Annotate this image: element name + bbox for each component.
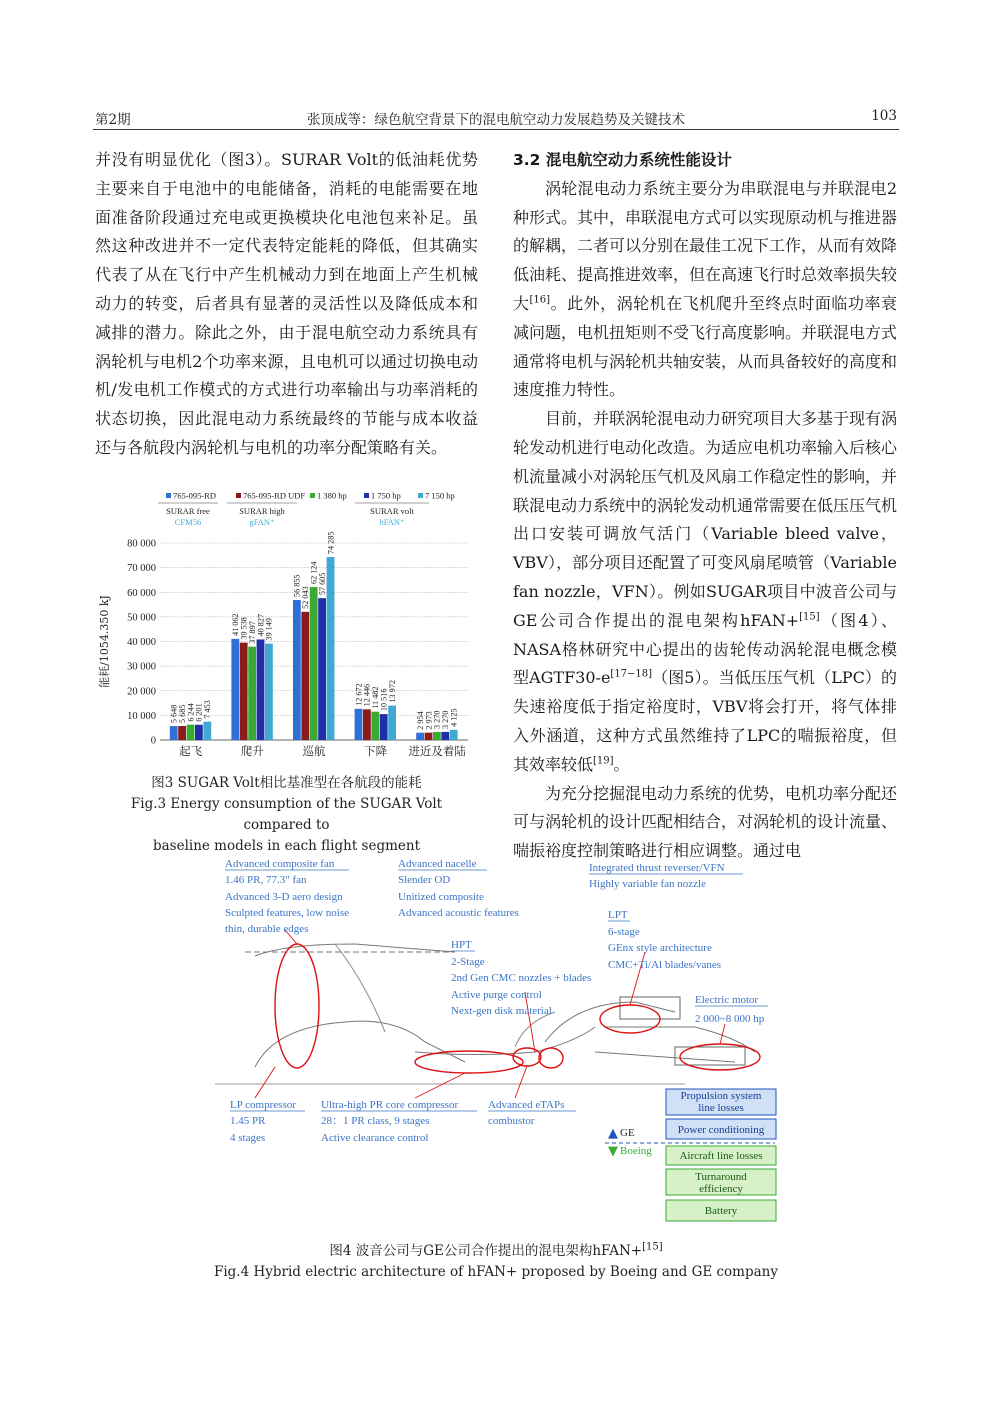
bar (301, 612, 309, 740)
legend-swatch (310, 493, 315, 498)
figure4-caption-en: Fig.4 Hybrid electric architecture of hFAN+ proposed by Boeing and GE company (213, 1264, 778, 1280)
figure3-caption-en-1: Fig.3 Energy consumption of the SUGAR Volt compared to (130, 796, 443, 833)
bar-value-label: 39 149 (264, 618, 274, 641)
bar-value-label: 12 446 (362, 683, 372, 707)
legend-swatch (364, 493, 369, 498)
fan-ellipse (275, 944, 319, 1068)
bar (450, 730, 458, 740)
lpc-title: LP compressor (230, 1099, 296, 1111)
legend-swatch (418, 493, 423, 498)
hpc-label-group (321, 1099, 477, 1144)
bar (318, 598, 326, 740)
hpt-label-group (451, 939, 591, 1017)
bar-value-label: 6 201 (194, 703, 204, 722)
reverser-label-group (589, 862, 743, 890)
svg-text:Active purge control: Active purge control (451, 989, 542, 1001)
bar-value-label: 5 648 (169, 704, 179, 724)
svg-text:Sculpted features, low noise: Sculpted features, low noise (225, 907, 350, 919)
bar-value-label: 4 125 (449, 708, 459, 727)
figure4-caption-cn: 图4 波音公司与GE公司合作提出的混电架构hFAN+[15] (329, 1241, 663, 1259)
x-tick-label: 巡航 (302, 744, 326, 758)
lpc-label-group (230, 1099, 305, 1144)
bar (265, 644, 273, 740)
bar (433, 732, 441, 740)
box-propulsion-line2: line losses (698, 1102, 744, 1114)
svg-text:1.45 PR: 1.45 PR (230, 1115, 266, 1127)
svg-text:Highly variable fan nozzle: Highly variable fan nozzle (589, 878, 706, 890)
svg-text:28：1 PR class, 9 stages: 28：1 PR class, 9 stages (321, 1115, 430, 1127)
bar-value-label: 41 062 (231, 613, 241, 636)
x-tick-label: 进近及着陆 (408, 744, 466, 758)
hfan-architecture-diagram (215, 852, 780, 1232)
bar-value-label: 10 516 (379, 688, 389, 712)
bar-value-label: 40 827 (256, 613, 266, 637)
bar-value-label: 13 972 (387, 680, 397, 703)
box-battery: Battery (704, 1205, 738, 1217)
bar-value-label: 11 482 (371, 686, 381, 709)
journal-issue: 第2期 (95, 112, 131, 128)
legend-group-label: SURAR high (239, 506, 285, 516)
svg-text:thin, durable edges: thin, durable edges (225, 923, 309, 935)
bar (355, 709, 363, 740)
figure3-caption (95, 773, 478, 857)
legend-group-engine: CFM56 (174, 517, 202, 527)
y-tick-label: 40 000 (127, 637, 156, 648)
bar (327, 557, 335, 740)
svg-text:Slender OD: Slender OD (398, 874, 451, 886)
box-power-conditioning: Power conditioning (677, 1124, 765, 1136)
right-paragraph-2: 目前，并联涡轮混电动力研究项目大多基于现有涡轮发动机进行电动化改造。为适应电机功率输入后核心机流量减小对涡轮压气机及风扇工作稳定性的影响，并联混电动力系统中的涡轮发动机通常需要在低压压气机出口安装可调放气活门（Variable bleed valve，VBV），部分项目还配置了可变风扇尾喷管（Variable fan nozzle，VFN）。例如SUGAR项目中波音公司与GE公司合作提出的混电架构hFAN+[15]（图4）、NASA格林研究中心提出的齿轮传动涡轮混电概念模型AGTF30-e[17−18]（图5）。当低压压气机（LPC）的失速裕度低于指定裕度时，VBV将会打开，将气体排入外涵道，这种方式虽然维持了LPC的喘振裕度，但其效率较低[19]。 (513, 409, 898, 774)
figure3-caption-cn: 图3 SUGAR Volt相比基准型在各航段的能耗 (151, 775, 422, 791)
hpt-ellipse (539, 1048, 563, 1068)
bar (310, 587, 318, 740)
bar (363, 709, 371, 740)
up-arrow-icon: ▲ (608, 1126, 618, 1141)
bar (380, 714, 388, 740)
svg-text:2nd Gen CMC nozzles + blades: 2nd Gen CMC nozzles + blades (451, 972, 592, 984)
fan-title: Advanced composite fan (225, 858, 335, 870)
bar (388, 706, 396, 740)
loss-boxes (666, 1089, 776, 1221)
legend-group-label: SURAR volt (370, 506, 414, 516)
bar (231, 639, 239, 740)
hpc-title: Ultra-high PR core compressor (321, 1099, 459, 1111)
bar (293, 600, 301, 740)
bar (170, 726, 178, 740)
right-paragraph-3: 为充分挖掘混电动力系统的优势，电机功率分配还可与涡轮机的设计匹配相结合，对涡轮机的设计流量、喘振裕度控制策略进行相应调整。通过电 (513, 783, 898, 861)
citation: [15] (799, 611, 820, 623)
citation: [17−18] (610, 669, 653, 681)
citation: [16] (529, 294, 551, 306)
reverser-title: Integrated thrust reverser/VFN (589, 862, 725, 874)
y-tick-label: 60 000 (127, 587, 156, 599)
bar (195, 725, 203, 740)
section-heading: 3.2 混电航空动力系统性能设计 (513, 151, 732, 169)
bar-value-label: 52 043 (301, 586, 311, 609)
x-tick-label: 下降 (364, 744, 388, 758)
combustor-title: Advanced eTAPs (488, 1099, 565, 1111)
bar-value-label: 12 672 (354, 683, 364, 706)
bar (416, 733, 424, 740)
svg-text:2 000~8 000 hp: 2 000~8 000 hp (695, 1013, 765, 1025)
energy-bar-chart (96, 485, 476, 765)
page-number: 103 (871, 108, 897, 124)
svg-text:Advanced 3-D aero design: Advanced 3-D aero design (225, 891, 343, 903)
legend-group-engine: hFAN⁺ (379, 517, 405, 527)
legend-entry: 1 750 hp (371, 490, 401, 501)
svg-text:CMC+Ti/Al blades/vanes: CMC+Ti/Al blades/vanes (608, 959, 722, 971)
figure4-caption (96, 1241, 896, 1283)
svg-text:Advanced acoustic features: Advanced acoustic features (398, 907, 519, 919)
bar-value-label: 7 453 (203, 700, 213, 719)
y-tick-label: 20 000 (127, 686, 156, 698)
lpt-title: LPT (608, 909, 628, 921)
down-arrow-icon: ▼ (608, 1144, 618, 1159)
legend-entry: 765-095-RD UDF (243, 490, 306, 501)
running-title: 张顶成等：绿色航空背景下的混电航空动力发展趋势及关键技术 (307, 112, 685, 128)
legend-entry: 7 150 hp (425, 490, 455, 501)
nacelle-label-group (398, 858, 519, 919)
citation: [19] (593, 755, 614, 767)
bar (178, 726, 186, 740)
y-tick-label: 10 000 (127, 710, 156, 722)
legend-swatch (166, 493, 171, 498)
right-column (513, 146, 897, 866)
svg-text:2-Stage: 2-Stage (451, 956, 485, 968)
legend-group-engine: gFAN⁺ (249, 517, 275, 527)
svg-text:Active clearance control: Active clearance control (321, 1132, 429, 1144)
legend-entry: 1 380 hp (317, 490, 347, 501)
motor-ellipse (680, 1044, 760, 1070)
y-tick-label: 50 000 (127, 612, 156, 624)
box-propulsion-line1: Propulsion system (680, 1090, 762, 1102)
ge-label: GE (620, 1127, 635, 1139)
lpt-label-group (608, 909, 721, 971)
citation: [15] (642, 1241, 663, 1253)
right-paragraph-1: 涡轮混电动力系统主要分为串联混电与并联混电2种形式。其中，串联混电方式可以实现原动机与推进器的解耦，二者可以分别在最佳工况下工作，从而有效降低油耗、提高推进效率，但在高速飞行时总效率损失较大[16]。此外，涡轮机在飞机爬升至终点时面临功率衰减问题，电机扭矩则不受飞行高度影响。并联混电方式通常将电机与涡轮机共轴安装，从而具备较好的高度和速度推力特性。 (513, 178, 898, 400)
legend-entry: 765-095-RD (173, 490, 216, 501)
figure3-caption-en-2: baseline models in each flight segment (152, 838, 421, 854)
bar-value-label: 3 270 (432, 710, 442, 729)
left-column (95, 146, 478, 463)
bar (203, 722, 211, 740)
motor-title: Electric motor (695, 994, 759, 1006)
header-rule (93, 129, 899, 130)
box-turnaround-line1: Turnaround (695, 1171, 747, 1183)
y-tick-label: 0 (150, 735, 156, 747)
bar-value-label: 74 285 (326, 531, 336, 555)
svg-text:GEnx style architecture: GEnx style architecture (608, 942, 712, 954)
svg-text:Unitized composite: Unitized composite (398, 891, 484, 903)
combustor-label-group (488, 1099, 576, 1127)
x-tick-label: 起飞 (179, 744, 203, 758)
bar (425, 733, 433, 740)
bar (240, 643, 248, 740)
legend-group-label: SURAR free (166, 506, 210, 516)
bar-value-label: 57 605 (317, 572, 327, 596)
bar (441, 732, 449, 740)
bar (257, 639, 265, 740)
y-axis-label: 能耗/1054.350 kJ (98, 595, 111, 688)
box-aircraft-line-losses: Aircraft line losses (679, 1150, 763, 1162)
y-tick-label: 30 000 (127, 661, 156, 673)
hpt-title: HPT (451, 939, 472, 951)
x-tick-label: 爬升 (240, 744, 264, 758)
bar (248, 647, 256, 740)
bar-value-label: 3 270 (441, 710, 451, 729)
bar-value-label: 56 855 (292, 574, 302, 597)
y-tick-label: 80 000 (127, 538, 156, 550)
svg-text:1.46 PR, 77.3" fan: 1.46 PR, 77.3" fan (225, 874, 307, 886)
svg-text:Next-gen disk material: Next-gen disk material (451, 1005, 552, 1017)
legend-swatch (236, 493, 241, 498)
bar-value-label: 37 897 (247, 621, 257, 644)
box-turnaround-line2: efficiency (699, 1183, 743, 1195)
bar-value-label: 39 538 (239, 617, 249, 640)
nacelle-title: Advanced nacelle (398, 858, 477, 870)
bar-value-label: 62 124 (309, 561, 319, 585)
fan-label-group (225, 858, 349, 935)
svg-text:combustor: combustor (488, 1115, 535, 1127)
left-paragraph: 并没有明显优化（图3）。SURAR Volt的低油耗优势主要来自于电池中的电能储备，消耗的电能需要在地面准备阶段通过充电或更换模块化电池包来补足。虽然这种改进并不一定代表特定能耗的降低，但其确实代表了从在飞行中产生机械动力到在地面上产生机械动力的转变，后者具有显著的灵活性以及降低成本和减排的潜力。除此之外，由于混电航空动力系统具有涡轮机与电机2个功率来源，且电机可以通过切换电动机/发电机工作模式的方式进行功率输出与功率消耗的状态切换，因此混电动力系统最终的节能与成本收益还与各航段内涡轮机与电机的功率分配策略有关。 (95, 150, 478, 457)
bar (187, 725, 195, 740)
svg-text:4 stages: 4 stages (230, 1132, 266, 1144)
bar (371, 712, 379, 740)
bar-value-label: 5 685 (177, 704, 187, 724)
bar-value-label: 2 973 (424, 711, 434, 730)
svg-text:6-stage: 6-stage (608, 926, 640, 938)
bar-value-label: 6 244 (186, 703, 196, 722)
y-tick-label: 70 000 (127, 563, 156, 575)
bar-value-label: 2 954 (415, 711, 425, 730)
motor-label-group (695, 994, 768, 1025)
boeing-label: Boeing (620, 1145, 652, 1157)
